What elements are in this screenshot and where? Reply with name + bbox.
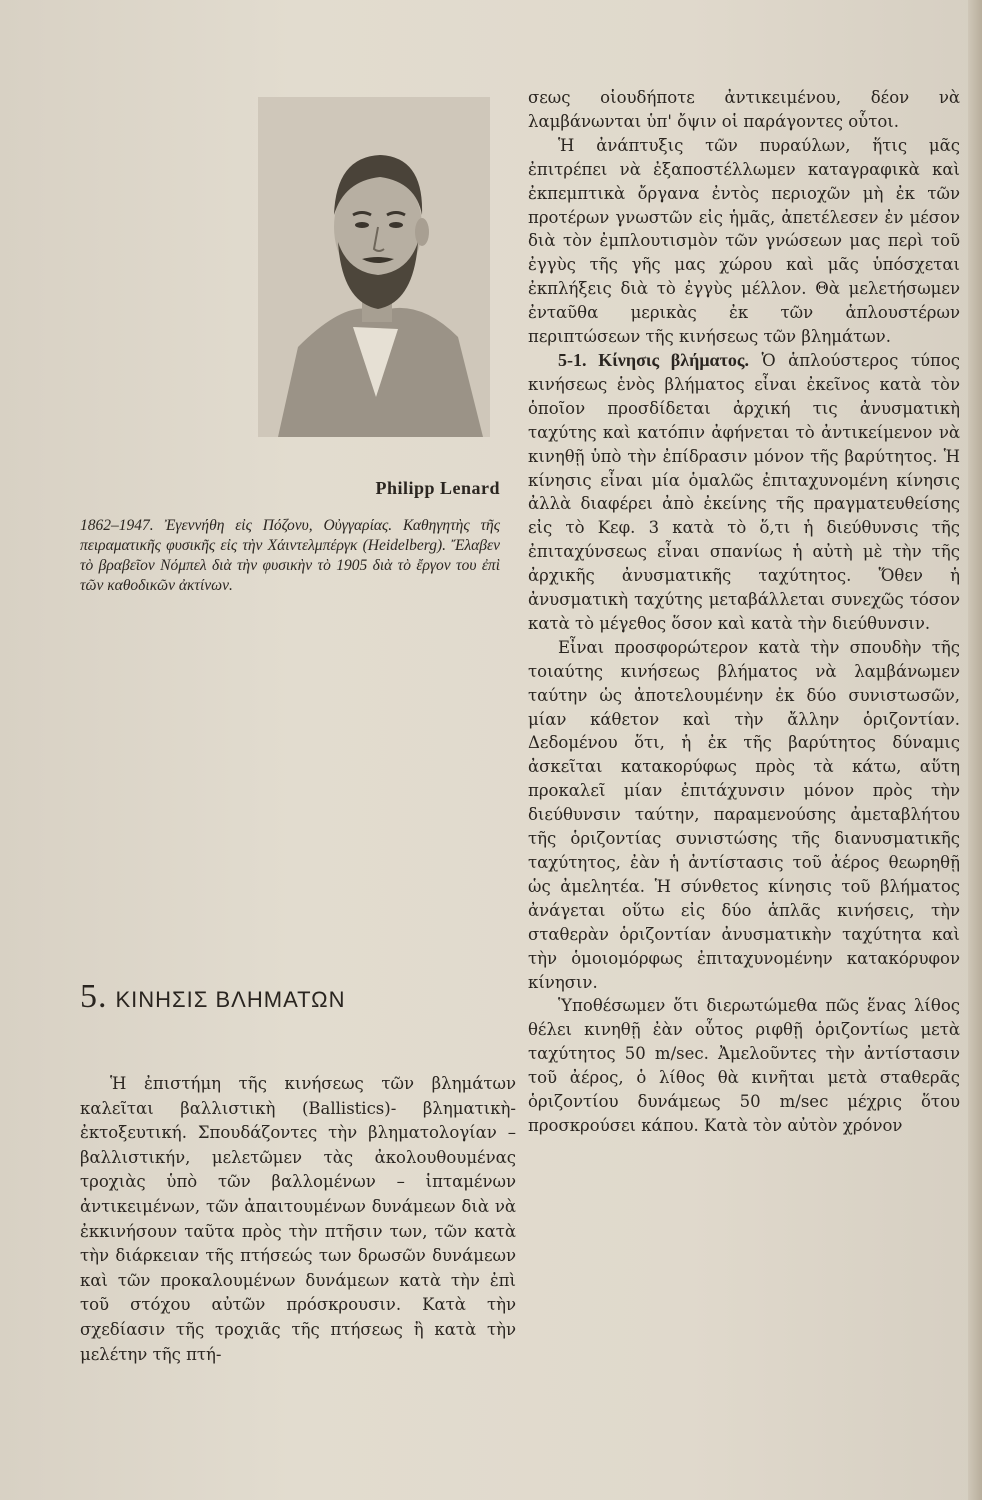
intro-paragraph: Ἡ ἐπιστήμη τῆς κινήσεως τῶν βλημάτων καλεῖται βαλλιστικὴ (Ballistics)- βληματικὴ-ἐκτοξευτική. Σπουδάζοντες τὴν βληματολογίαν – βαλλιστικήν, μελετῶμεν τὰς ἀκολουθουμένας τροχιὰς ὑπὸ τῶν βαλλομένων – ἱπταμένων ἀντικειμένων, τῶν ἀπαιτουμένων δυνάμεων διὰ νὰ ἐκκινήσουν ταῦτα πρὸς τὴν πτῆσιν των, τῶν κατὰ τὴν διάρκειαν τῆς πτήσεώς των δρωσῶν δυνάμεων καὶ τῶν προκαλουμένων δυνάμεων κατὰ τὴν ἐπὶ τοῦ στόχου αὐτῶν πρόσκρουσιν. Κατὰ τὴν σχεδίασιν τῆς τροχιᾶς τῆς πτήσεως ἢ κατὰ τὴν μελέτην τῆς πτή- <box>80 1074 516 1364</box>
continuation-text: σεως οἱουδήποτε ἀντικειμένου, δέον νὰ λαμβάνωνται ὑπ' ὄψιν οἱ παράγοντες οὗτοι. <box>528 88 960 131</box>
portrait-illustration <box>258 97 490 437</box>
left-column <box>80 1072 516 1367</box>
components-paragraph: Εἶναι προσφορώτερον κατὰ τὴν σπουδὴν τῆς τοιαύτης κινήσεως βλήματος νὰ λαμβάνωμεν ταύτην ὡς ἀποτελουμένην ἐκ δύο συνιστωσῶν, μίαν κάθετον καὶ τὴν ἄλλην ὁριζοντίαν. Δεδομένου ὅτι, ἡ ἐκ τῆς βαρύτητος δύναμις ἀσκεῖται κατακορύφως πρὸς τὰ κάτω, αὕτη προκαλεῖ μίαν ἐπιτάχυνσιν μόνον πρὸς τὴν διεύθυνσιν ταύτην, παραμενούσης ἀμεταβλήτου τῆς ὁριζοντίας συνιστώσης τῆς διανυσματικῆς ταχύτητος, ἐὰν ἡ ἀντίστασις τοῦ ἀέρος θεωρηθῇ ὡς ἀμελητέα. Ἡ σύνθετος κίνησις τοῦ βλήματος ἀνάγεται οὕτω εἰς δύο ἁπλᾶς κινήσεις, τὴν σταθερὰν ὁριζοντίαν ἀνυσματικὴν ταχύτητα καὶ τὴν ὁμοιομόρφως ἐπιταχυνομένην κατακόρυφον κίνησιν. <box>528 637 960 992</box>
page-edge <box>968 0 982 1500</box>
right-column <box>528 86 960 1138</box>
portrait-caption: 1862–1947. Ἐγεννήθη εἰς Πόζονυ, Οὐγγαρίας. Καθηγητὴς τῆς πειραματικῆς φυσικῆς εἰς τὴν Χάιντελμπέργκ (Heidelberg). Ἔλαβεν τὸ βραβεῖον Νόμπελ διὰ τὴν φυσικὴν τὸ 1905 διὰ τὸ ἔργον του ἐπὶ τῶν καθοδικῶν ἀκτίνων. <box>80 517 500 594</box>
chapter-number: 5. <box>80 978 108 1015</box>
section-heading: 5-1. Κίνησις βλήματος. <box>558 349 749 370</box>
chapter-heading <box>80 978 500 1016</box>
stone-paragraph: Ὑποθέσωμεν ὅτι διερωτώμεθα πῶς ἕνας λίθος θέλει κινηθῇ ἐὰν οὗτος ριφθῇ ὁριζοντίως μετὰ ταχύτητος 50 m/sec. Ἀμελοῦντες τὴν ἀντίστασιν τοῦ ἀέρος, ὁ λίθος θὰ κινῆται μετὰ σταθερᾶς ὁριζοντίου δυνάμεως 50 m/sec μέχρις ὅτου προσκρούσει κάπου. Κατὰ τὸν αὐτὸν χρόνον <box>528 996 960 1135</box>
portrait-name: Philipp Lenard <box>375 478 500 498</box>
portrait-photo <box>258 97 490 437</box>
section-text: Ὁ ἁπλούστερος τύπος κινήσεως ἑνὸς βλήματος εἶναι ἐκεῖνος κατὰ τὸν ὁποῖον προσδίδεται ἀρχική τις ἀνυσματικὴ ταχύτης καὶ κατόπιν ἀφήνεται τὸ ἀντικείμενον νὰ κινηθῇ ὑπὸ τὴν ἐπίδρασιν μόνον τῆς βαρύτητος. Ἡ κίνησις εἶναι μία ὁμαλῶς ἐπιταχυνομένη κίνησις ἀλλὰ διαφέρει ἀπὸ ἐκείνης τῆς πραγματευθείσης εἰς τὸ Κεφ. 3 κατὰ τὸ ὅ,τι ἡ διεύθυνσις τῆς ἐπιταχύνσεως εἶναι σπανίως ἡ αὐτὴ μὲ τὴν τῆς ἀρχικῆς ἀνυσματικῆς ταχύτητος. Ὅθεν ἡ ἀνυσματικὴ ταχύτης μεταβάλλεται συνεχῶς τόσον κατὰ τὸ μέγεθος ὅσον καὶ κατὰ τὴν διεύθυνσιν. <box>528 350 960 633</box>
section-paragraph <box>528 349 960 636</box>
rockets-paragraph: Ἡ ἀνάπτυξις τῶν πυραύλων, ἥτις μᾶς ἐπιτρέπει νὰ ἐξαποστέλλωμεν καταγραφικὰ καὶ ἐκπεμπτικὰ ὄργανα ἐντὸς περιοχῶν μὴ ἐκ τῶν προτέρων γνωστῶν εἰς ἡμᾶς, ἀπετέλεσεν ἐν μέσον διὰ τὸν ἐμπλουτισμὸν τῶν γνώσεων μας περὶ τοῦ ἐγγὺς τῆς γῆς μας χώρου καὶ μᾶς ὑπόσχεται ἐκπλήξεις διὰ τὸ ἐγγὺς μέλλον. Θὰ μελετήσωμεν ἐνταῦθα μερικὰς ἐκ τῶν ἁπλουστέρων περιπτώσεων τῆς κινήσεως τῶν βλημάτων. <box>528 135 960 347</box>
chapter-title: ΚΙΝΗΣΙΣ ΒΛΗΜΑΤΩΝ <box>115 987 346 1012</box>
